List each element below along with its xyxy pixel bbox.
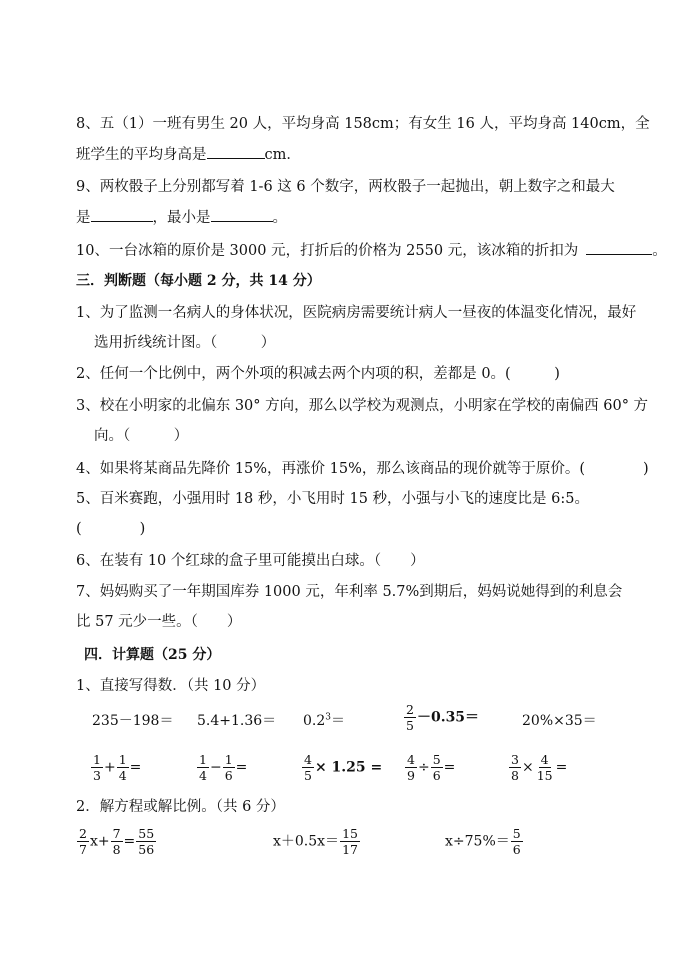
- judge-q4: 4、如果将某商品先降价 15%，再涨价 15%，那么该商品的现价就等于原价。( ): [76, 461, 649, 477]
- frac-c: [136, 826, 156, 857]
- calc-sub1-label: 1、直接写得数．（共 10 分）: [76, 678, 266, 694]
- equals: =: [123, 833, 136, 850]
- q9-line2: [76, 207, 287, 228]
- calc-expr-9: [404, 752, 455, 783]
- frac-den: 5: [406, 718, 414, 733]
- frac-b: [431, 752, 443, 783]
- calc-expr-5: 20%×35＝: [522, 713, 597, 729]
- calc-sub2: [76, 797, 285, 817]
- frac-num: 1: [118, 752, 127, 767]
- frac-den: 4: [199, 768, 207, 783]
- operator: +: [103, 759, 116, 776]
- frac-a: [405, 752, 417, 783]
- frac-b: [117, 752, 129, 783]
- calc-expr-3-eq: ＝: [331, 713, 345, 729]
- frac-den: 6: [224, 768, 233, 783]
- q8-text: 班学生的平均身高是: [76, 147, 207, 163]
- q10-answer-blank[interactable]: [586, 240, 652, 255]
- calc-expr-6: [90, 752, 141, 783]
- frac-b: [223, 752, 235, 783]
- equation-2: [273, 826, 361, 857]
- calc-expr-4-frac: [404, 702, 416, 733]
- frac-a: [509, 752, 521, 783]
- equation-1-mid: x+: [89, 833, 110, 850]
- judge-q5-paren[interactable]: ( ): [76, 521, 146, 537]
- frac-den: 56: [138, 842, 155, 857]
- calc-sub2-label: 2．解方程或解比例。（共 6 分）: [76, 799, 285, 815]
- q9-text-end: 。: [272, 210, 287, 226]
- equals: =: [555, 759, 568, 776]
- calc-expr-3: [303, 710, 345, 730]
- q10-text: 10、一台冰箱的原价是 3000 元，打折后的价格为 2550 元，该冰箱的折扣为: [76, 243, 579, 259]
- calc-expr-3-base: 0.2: [303, 713, 326, 729]
- q8-line2: [76, 144, 301, 165]
- section3-heading: 三．判断题（每小题 2 分，共 14 分）: [76, 273, 321, 289]
- frac-den: 7: [79, 842, 87, 857]
- calc-expr-1: 235－198＝: [92, 713, 174, 729]
- equation-2-lhs: x＋0.5x＝: [273, 833, 340, 850]
- judge-q3-line2: 向。（ ）: [94, 428, 189, 444]
- q9-line1: 9、两枚骰子上分别都写着 1-6 这 6 个数字，两枚骰子一起抛出，朝上数字之和最大: [76, 179, 615, 195]
- frac-den: 5: [304, 768, 312, 783]
- judge-q1-line2: 选用折线统计图。（ ）: [94, 335, 276, 351]
- equation-1: [76, 826, 157, 857]
- calc-expr-4-rest: －0.35＝: [416, 709, 480, 726]
- calc-expr-4: [403, 702, 479, 733]
- operator: −: [209, 759, 222, 776]
- judge-q6: 6、在装有 10 个红球的盒子里可能摸出白球。（ ）: [76, 553, 425, 569]
- q9-text-start: 是: [76, 210, 91, 226]
- frac-den: 3: [93, 768, 101, 783]
- frac-b: [535, 752, 555, 783]
- frac-num: 3: [511, 752, 519, 767]
- frac-a: [77, 826, 89, 857]
- frac-den: 8: [511, 768, 519, 783]
- frac-a: [340, 826, 360, 857]
- q8-unit: cm．: [264, 147, 301, 163]
- section4-heading: 四．计算题（25 分）: [84, 647, 221, 663]
- frac-num: 5: [512, 826, 521, 841]
- frac-num: 15: [342, 826, 358, 841]
- equals: =: [129, 759, 142, 776]
- calc-expr-8: [301, 752, 382, 783]
- q9-max-blank[interactable]: [91, 207, 153, 222]
- judge-q2: 2、任何一个比例中，两个外项的积减去两个内项的积，差都是 0。( ): [76, 366, 560, 382]
- frac-den: 6: [432, 768, 441, 783]
- frac-num: 5: [432, 752, 441, 767]
- calc-expr-2: 5.4+1.36＝: [197, 713, 277, 729]
- frac-den: 17: [342, 842, 358, 857]
- judge-q5: 5、百米赛跑，小强用时 18 秒，小飞用时 15 秒，小强与小飞的速度比是 6:5。: [76, 491, 590, 507]
- judge-q7-line2: 比 57 元少一些。（ ）: [76, 614, 242, 630]
- frac-num: 1: [199, 752, 207, 767]
- frac-b: [111, 826, 123, 857]
- frac-a: [91, 752, 103, 783]
- frac-a: [511, 826, 523, 857]
- equals: =: [443, 759, 456, 776]
- calc-expr-7: [196, 752, 247, 783]
- operator: ×: [521, 759, 534, 776]
- frac-den: 8: [112, 842, 121, 857]
- q10-end: 。: [652, 243, 667, 259]
- q10-line: [76, 240, 667, 261]
- calc-expr-10: [508, 752, 567, 783]
- frac-num: 4: [407, 752, 415, 767]
- frac-num: 4: [540, 752, 549, 767]
- frac-a: [197, 752, 209, 783]
- frac-num: 7: [112, 826, 121, 841]
- frac-num: 2: [79, 826, 87, 841]
- frac-num: 2: [406, 702, 414, 717]
- q9-min-blank[interactable]: [211, 207, 273, 222]
- frac-a: [302, 752, 314, 783]
- frac-num: 1: [93, 752, 101, 767]
- frac-den: 6: [512, 842, 521, 857]
- calc-expr-3-exp: 3: [325, 712, 331, 723]
- q8-line1: 8、五（1）一班有男生 20 人，平均身高 158cm；有女生 16 人，平均身高 140cm，全: [76, 116, 650, 132]
- equals: =: [235, 759, 248, 776]
- frac-den: 15: [536, 768, 553, 783]
- calc-sub1: [76, 676, 265, 696]
- frac-num: 4: [304, 752, 312, 767]
- judge-q3-line1: 3、校在小明家的北偏东 30° 方向，那么以学校为观测点，小明家在学校的南偏西 60° 方: [76, 398, 649, 414]
- q9-text-mid: ，最小是: [152, 210, 211, 226]
- equation-3-lhs: x÷75%＝: [445, 833, 510, 850]
- frac-den: 9: [407, 768, 415, 783]
- operator: ÷: [417, 759, 430, 776]
- judge-q7-line1: 7、妈妈购买了一年期国库券 1000 元，年利率 5.7%到期后，妈妈说她得到的利息会: [76, 584, 623, 600]
- frac-num: 1: [224, 752, 233, 767]
- equation-3: [445, 826, 524, 857]
- judge-q1-line1: 1、为了监测一名病人的身体状况，医院病房需要统计病人一昼夜的体温变化情况，最好: [76, 305, 637, 321]
- frac-den: 4: [118, 768, 127, 783]
- calc-expr-8-rest: × 1.25 =: [314, 759, 383, 776]
- q8-answer-blank[interactable]: [207, 144, 265, 159]
- frac-num: 55: [138, 826, 155, 841]
